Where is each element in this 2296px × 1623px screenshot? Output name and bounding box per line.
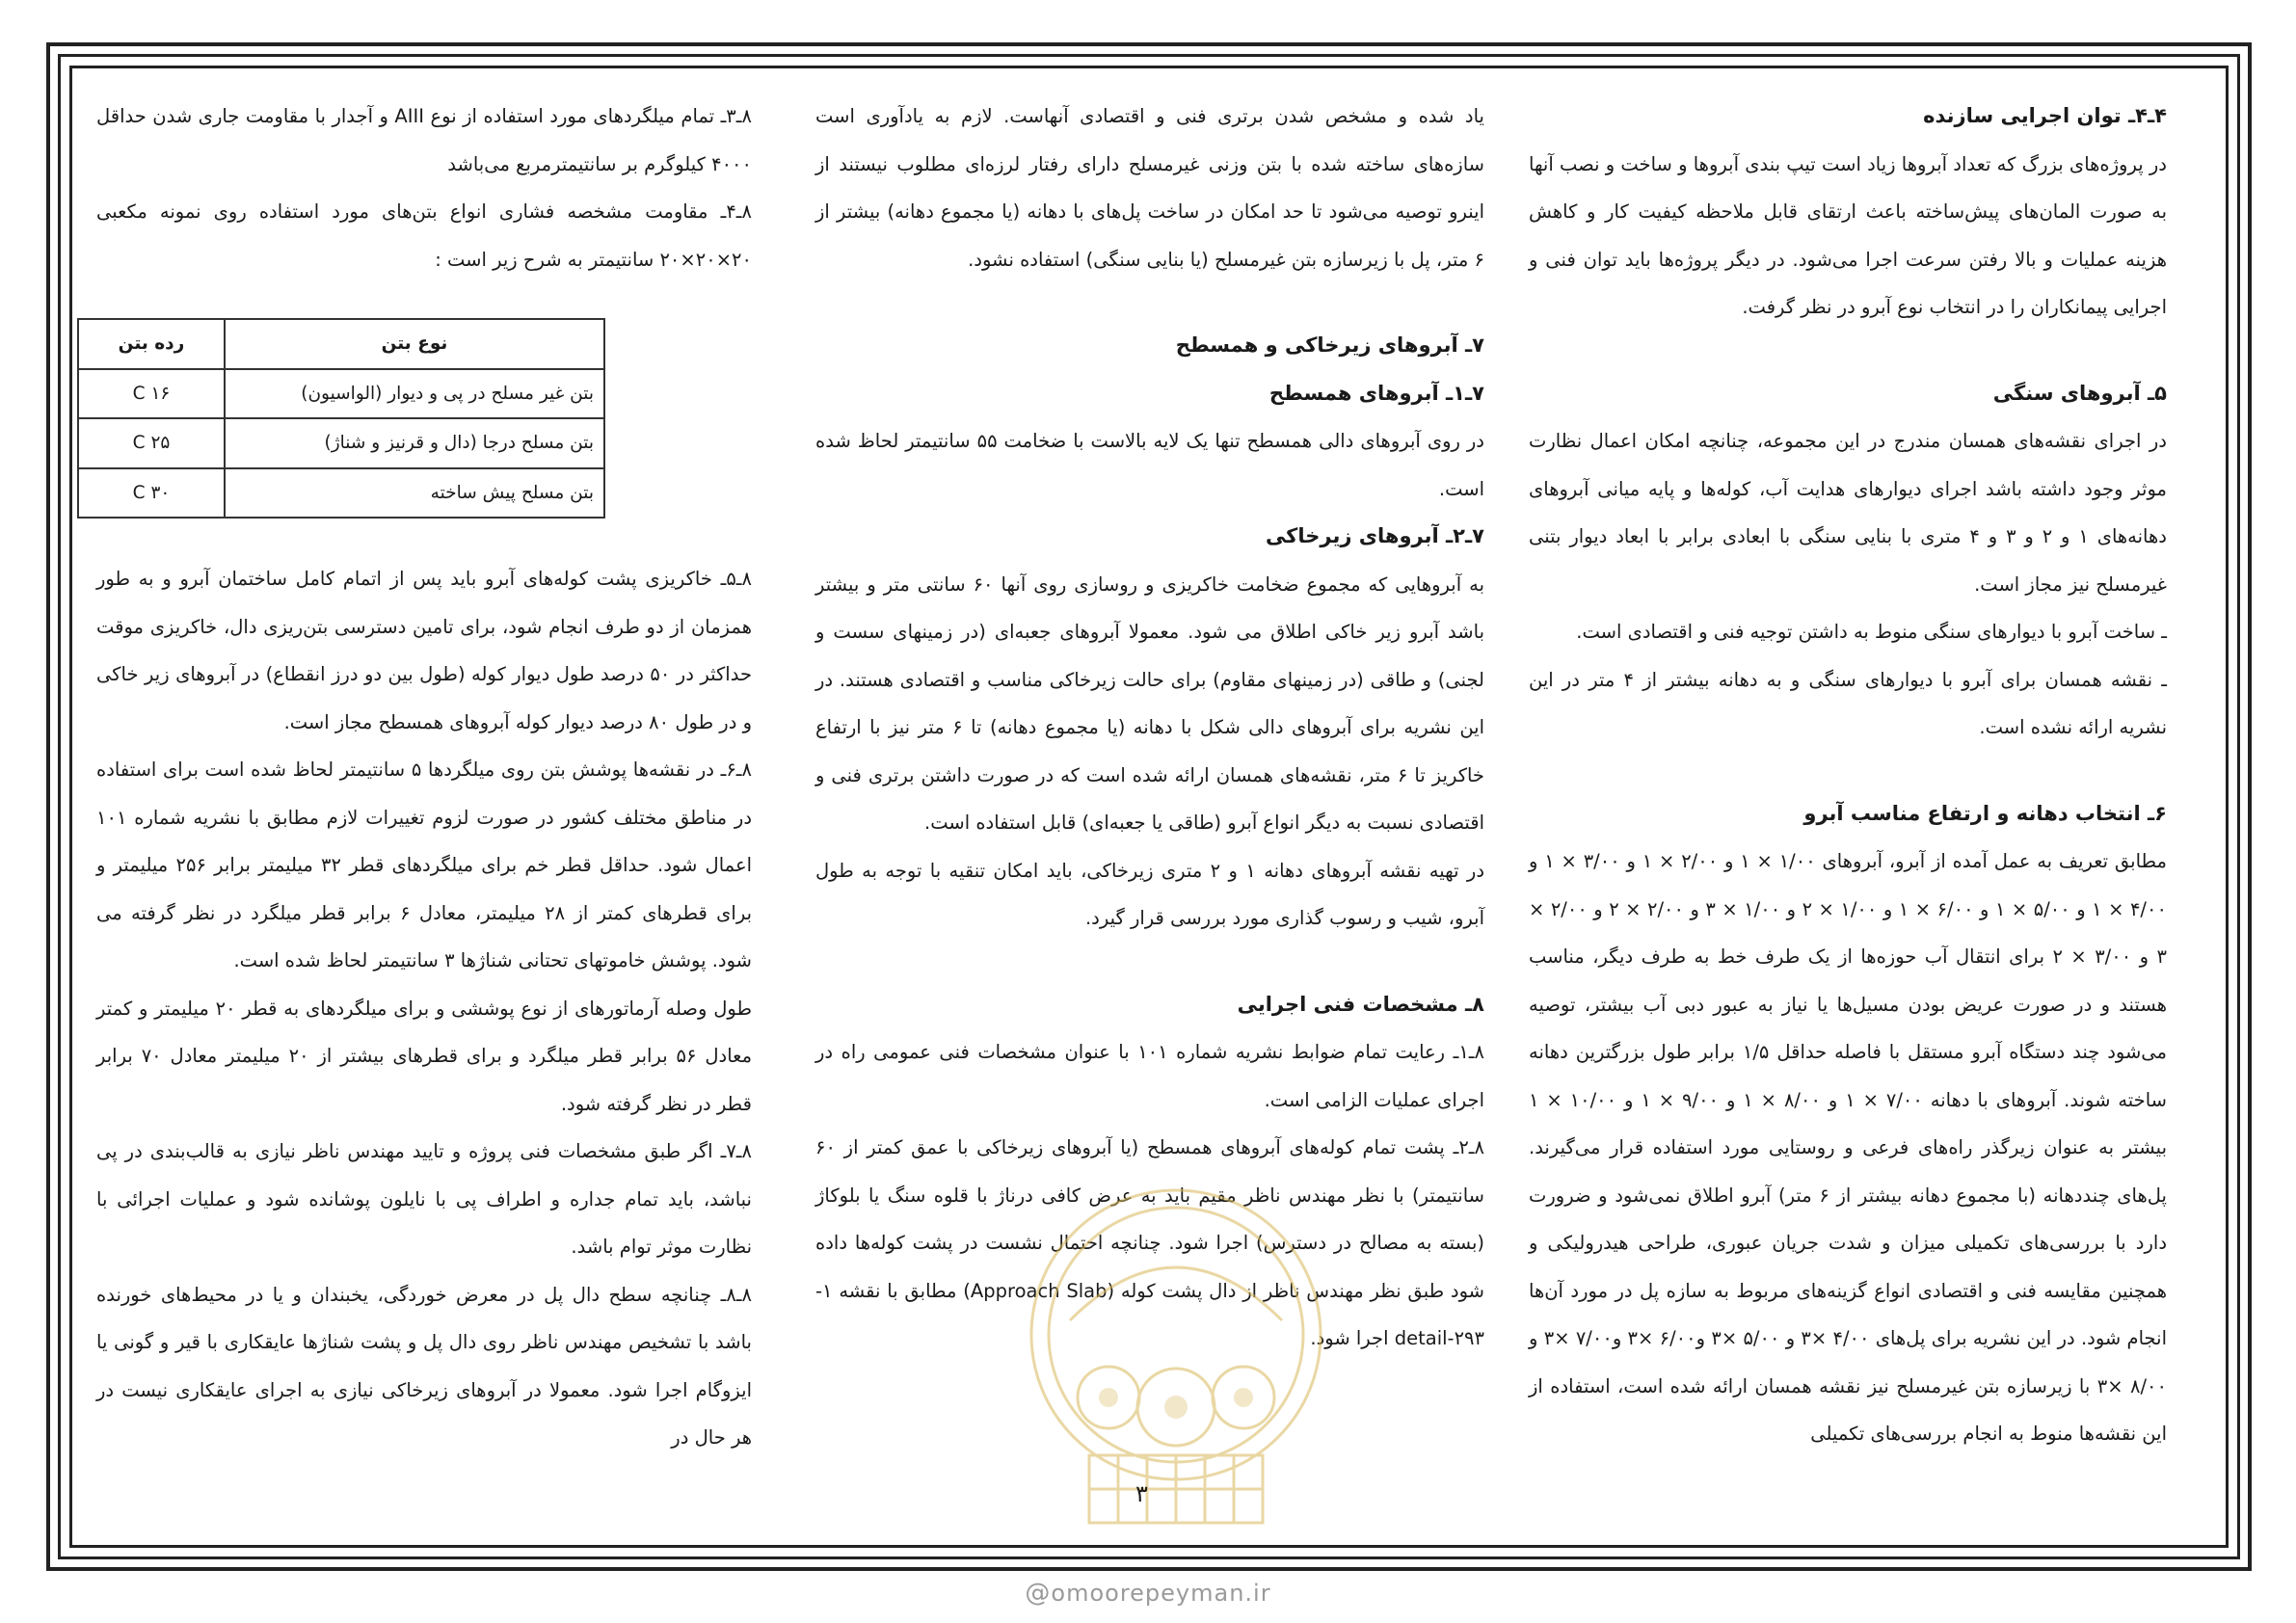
heading-buried-culverts: ۷ـ۲ـ آبروهای زیرخاکی <box>1265 524 1484 547</box>
watermark-seal <box>1002 1176 1349 1542</box>
table-cell-grade: C ۳۰ <box>78 468 225 519</box>
column-left <box>96 93 752 1462</box>
paragraph-spec-8-5: ۸ـ۵ـ خاکریزی پشت کوله‌های آبرو باید پس از اتمام کامل ساختمان آبرو و به طور همزمان از دو طرف انجام شود، برای تامین دسترسی بتن‌ریزی دال، خاکریزی موقت حداکثر در ۵۰ درصد طول دیوار کوله (طول بین دو درز انقطاع) در آبروهای زیر خاکی و در طول ۸۰ درصد دیوار کوله آبروهای همسطح مجاز است. <box>96 568 752 733</box>
table-cell-type: بتن مسلح پیش ساخته <box>225 468 604 519</box>
table-header-row <box>78 319 604 369</box>
table-cell-grade: C ۲۵ <box>78 418 225 468</box>
paragraph-spec-8-1: ۸ـ۱ـ رعایت تمام ضوابط نشریه شماره ۱۰۱ با عنوان مشخصات فنی عمومی راه در اجرای عملیات الزامی است. <box>815 1041 1484 1111</box>
paragraph-stone-culverts: در اجرای نقشه‌های همسان مندرج در این مجموعه، چنانچه امکان اعمال نظارت موثر وجود داشته باشد اجرای دیوارهای هدایت آب، کوله‌ها و پایه میانی آبروهای دهانه‌های ۱ و ۲ و ۳ و ۴ متری با بنایی سنگی با ابعادی برابر با ابعاد دیوار بتنی غیرمسلح نیز مجاز است. <box>1529 430 2167 596</box>
paragraph-lap-splice: طول وصله آرماتورهای از نوع پوششی و برای میلگردهای به قطر ۲۰ میلیمتر و کمتر معادل ۵۶ برابر قطر میلگرد و برای قطرهای بیشتر از ۲۰ میلیمتر معادل ۷۰ برابر قطر در نظر گرفته شود. <box>96 997 753 1115</box>
column-middle <box>815 93 1484 1363</box>
paragraph-buried-culverts: به آبروهایی که مجموع ضخامت خاکریزی و روسازی روی آنها ۶۰ سانتی متر و بیشتر باشد آبرو زیر خاکی اطلاق می شود. معمولا آبروهای جعبه‌ای (در زمینهای سست و لجنی) و طاقی (در زمینهای مقاوم) برای حالت زیرخاکی مناسب و اقتصادی هستند. در این نشریه برای آبروهای دالی شکل با دهانه (یا مجموع دهانه) تا ۶ متر نیز با ارتفاع خاکریز تا ۶ متر، نقشه‌های همسان ارائه شده است که در صورت داشتن برتری فنی و اقتصادی نسبت به دیگر انواع آبرو (طاقی یا جعبه‌ای) قابل استفاده است. <box>815 572 1485 834</box>
bullet-stone-justification: ـ ساخت آبرو با دیوارهای سنگی منوط به داشتن توجیه فنی و اقتصادی است. <box>1576 621 2167 643</box>
table-header-type: نوع بتن <box>225 319 604 369</box>
paragraph-builder-capacity: در پروژه‌های بزرگ که تعداد آبروها زیاد است تیپ بندی آبروها و ساخت و نصب آنها به صورت المان‌های پیش‌ساخته باعث ارتقای قابل ملاحظه کیفیت کار و کاهش هزینه عملیات و بالا رفتن سرعت اجرا می‌شود. در دیگر پروژه‌ها باید توان فنی و اجرایی پیمانکاران را در انتخاب نوع آبرو در نظر گرفت. <box>1529 152 2167 318</box>
heading-technical-specs: ۸ـ مشخصات فنی اجرایی <box>1237 992 1484 1016</box>
paragraph-spec-8-7: ۸ـ۷ـ اگر طبق مشخصات فنی پروژه و تایید مهندس ناظر نیازی به قالب‌بندی در پی نباشد، باید تمام جداره و اطراف پی با نایلون پوشانده شود و عملیات اجرائی با نظارت موثر توام باشد. <box>96 1140 752 1258</box>
paragraph-seismic: یاد شده و مشخص شدن برتری فنی و اقتصادی آنهاست. لازم به یادآوری است سازه‌های ساخته شده با بتن وزنی غیرمسلح دارای رفتار لرزه‌ای مطلوب نیستند از اینرو توصیه می‌شود تا حد امکان در ساخت پل‌های با دهانه (یا مجموع دهانه) بیشتر از ۶ متر، پل با زیرسازه بتن غیرمسلح (یا بنایی سنگی) استفاده نشود. <box>815 105 1484 271</box>
heading-flush-culverts: ۷ـ۱ـ آبروهای همسطح <box>1268 381 1484 405</box>
page-number: ۳ <box>1135 1480 1148 1507</box>
table-cell-type: بتن مسلح درجا (دال و قرنیز و شناژ) <box>225 418 604 468</box>
paragraph-flush-culverts: در روی آبروهای دالی همسطح تنها یک لایه بالاست با ضخامت ۵۵ سانتیمتر لحاظ شده است. <box>815 430 1484 500</box>
concrete-grade-table <box>77 318 605 519</box>
footer-watermark <box>0 1579 2296 1608</box>
table-row <box>78 418 604 468</box>
paragraph-spec-8-4: ۸ـ۴ـ مقاومت مشخصه فشاری انواع بتن‌های مورد استفاده روی نمونه مکعبی ۲۰×۲۰×۲۰ سانتیمتر به شرح زیر است : <box>96 200 752 271</box>
paragraph-spec-8-8: ۸ـ۸ـ چنانچه سطح دال پل در معرض خوردگی، یخبندان و یا در محیط‌های خورنده باشد با تشخیص مهندس ناظر روی دال پل و پشت شناژها عایقکاری با قیر و گونی یا ایزوگام اجرا شود. معمولا در آبروهای زیرخاکی نیازی به اجرای عایقکاری نیست در هر حال در <box>96 1283 752 1449</box>
footer-site: omoorepeyman.ir <box>1051 1580 1271 1607</box>
paragraph-spec-8-6: ۸ـ۶ـ در نقشه‌ها پوشش بتن روی میلگردها ۵ سانتیمتر لحاظ شده است برای استفاده در مناطق مختلف کشور در صورت لزوم تغییرات لازم مطابق با نشریه شماره ۱۰۱ اعمال شود. حداقل قطر خم برای میلگردهای قطر ۳۲ میلیمتر برابر ۲۵۶ میلیمتر و برای قطرهای کمتر از ۲۸ میلیمتر، معادل ۶ برابر قطر میلگرد در نظر گرفته می شود. پوشش خاموتهای تحتانی شناژها ۳ سانتیمتر لحاظ شده است. <box>96 758 753 971</box>
paragraph-buried-cleaning: در تهیه نقشه آبروهای دهانه ۱ و ۲ متری زیرخاکی، باید امکان تنقیه با توجه به طول آبرو، شیب و رسوب گذاری مورد بررسی قرار گیرد. <box>815 859 1484 929</box>
table-row <box>78 468 604 519</box>
table-cell-type: بتن غیر مسلح در پی و دیوار (الواسیون) <box>225 369 604 419</box>
heading-span-selection: ۶ـ انتخاب دهانه و ارتفاع مناسب آبرو <box>1803 801 2167 825</box>
heading-builder-capacity: ۴ـ۴ـ توان اجرایی سازنده <box>1923 104 2167 127</box>
table-cell-grade: C ۱۶ <box>78 369 225 419</box>
table-row <box>78 369 604 419</box>
paragraph-spec-8-2: ۸ـ۲ـ پشت تمام کوله‌های آبروهای همسطح (یا آبروهای زیرخاکی با عمق کمتر از ۶۰ سانتیمتر) با نظر مهندس ناظر مقیم باید به عرض کافی درناژ با قلوه سنگ یا بلوکاژ (بسته به مصالح در دسترس) اجرا شود. چنانچه احتمال نشست در پشت کوله‌ها داده شود طبق نظر مهندس ناظر از دال پشت کوله (Approach Slab) مطابق با نقشه ۱-detail-۲۹۳ اجرا شود. <box>815 1136 1484 1349</box>
at-icon: @ <box>1025 1579 1052 1608</box>
paragraph-span-selection: مطابق تعریف به عمل آمده از آبرو، آبروهای ۱/۰۰ × ۱ و ۲/۰۰ × ۱ و ۳/۰۰ × ۱ و ۴/۰۰ × ۱ و ۵/۰۰ × ۱ و ۶/۰۰ × ۱ و ۱/۰۰ × ۲ و ۱/۰۰ × ۳ و ۲/۰۰ × ۲ و ۲/۰۰ × ۳ و ۳/۰۰ × ۲ برای انتقال آب حوزه‌ها از یک طرف خط به طرف دیگر، مناسب هستند و در صورت عریض بودن مسیل‌ها یا نیاز به عبور دبی آب بیشتر، توصیه می‌شود چند دستگاه آبرو مستقل با فاصله حداقل ۱/۵ برابر طول بزرگترین دهانه ساخته شوند. آبروهای با دهانه ۷/۰۰ × ۱ و ۸/۰۰ × ۱ و ۹/۰۰ × ۱ و ۱۰/۰۰ × ۱ بیشتر به عنوان زیرگذر راه‌های فرعی و روستایی مورد استفاده قرار می‌گیرند. پل‌های چنددهانه (با مجموع دهانه بیشتر از ۶ متر) آبرو اطلاق نمی‌شود و ضرورت دارد با بررسی‌های تکمیلی میزان و شدت جریان عبوری، طراحی هیدرولیکی و همچنین مقایسه فنی و اقتصادی انواع گزینه‌های مربوط به سازه پل در مورد آن‌ها انجام شود. در این نشریه برای پل‌های ۴/۰۰ ×۳ و ۵/۰۰ ×۳ و۶/۰۰ ×۳ و۷/۰۰ ×۳ و ۸/۰۰ ×۳ با زیرسازه بتن غیرمسلح نیز نقشه همسان ارائه شده است، استفاده از این نقشه‌ها منوط به انجام بررسی‌های تکمیلی <box>1529 850 2168 1445</box>
bullet-stone-span: ـ نقشه همسان برای آبرو با دیوارهای سنگی و به دهانه بیشتر از ۴ متر در این نشریه ارائه نشده است. <box>1529 668 2167 738</box>
column-right <box>1529 93 2167 1458</box>
table-header-grade: رده بتن <box>78 319 225 369</box>
paragraph-spec-8-3: ۸ـ۳ـ تمام میلگردهای مورد استفاده از نوع AIII و آجدار با مقاومت جاری شدن حداقل ۴۰۰۰ کیلوگرم بر سانتیمترمربع می‌باشد <box>96 105 752 175</box>
heading-culvert-types: ۷ـ آبروهای زیرخاکی و همسطح <box>1175 333 1484 357</box>
heading-stone-culverts: ۵ـ آبروهای سنگی <box>1992 381 2167 405</box>
